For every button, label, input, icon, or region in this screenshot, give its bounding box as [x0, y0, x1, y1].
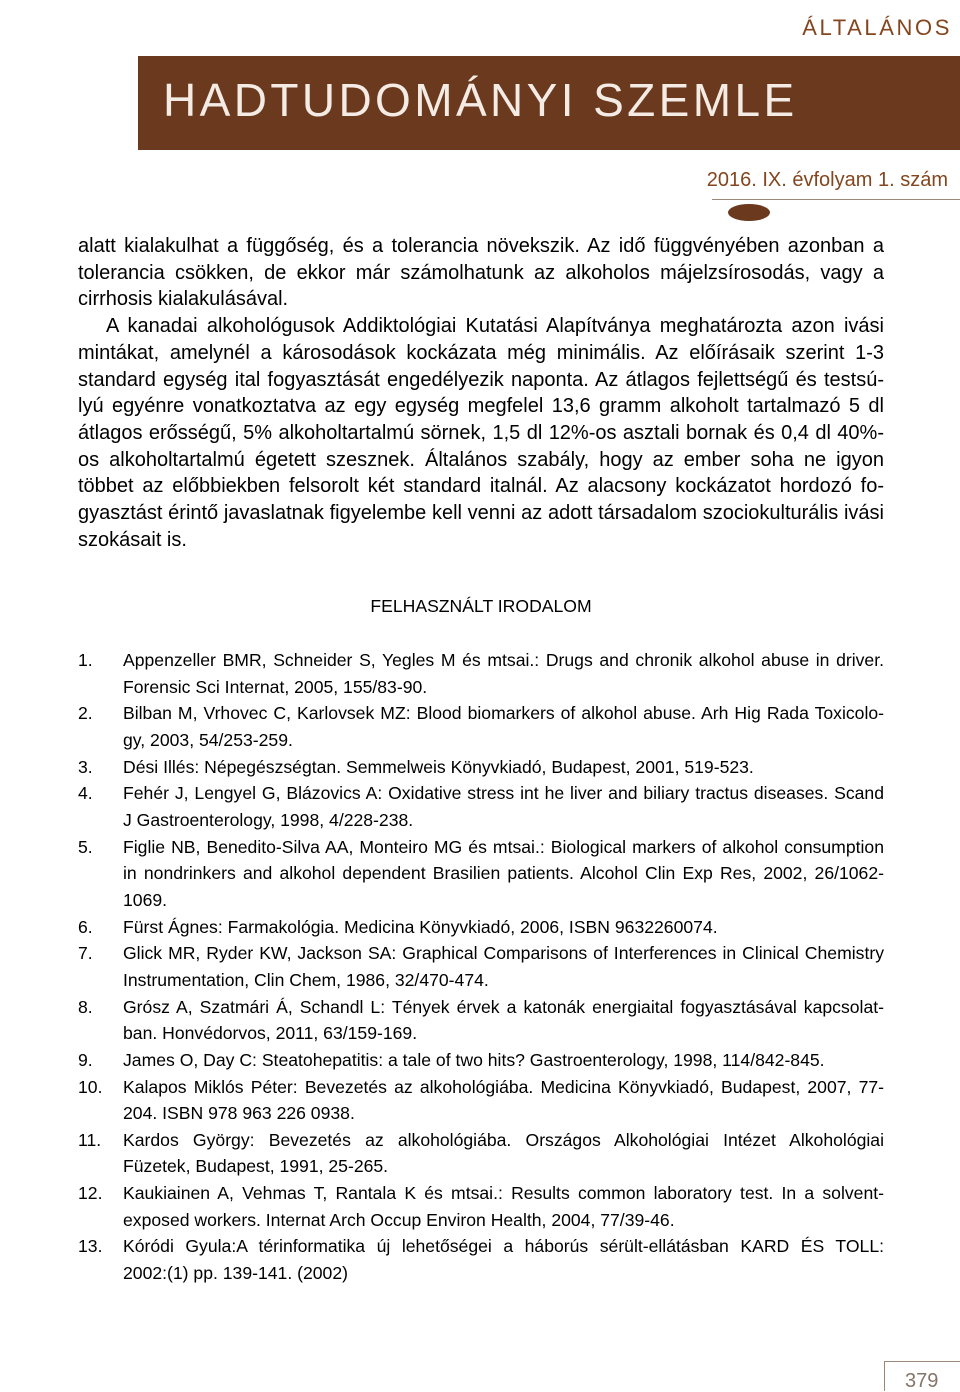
reference-text [123, 940, 884, 993]
reference-number: 7. [78, 943, 93, 964]
reference-text-line: 2002:(1) pp. 139-141. (2002) [123, 1263, 348, 1284]
reference-number: 9. [78, 1049, 93, 1070]
reference-text-line: ban. Honvédorvos, 2011, 63/159-169. [123, 1023, 418, 1044]
reference-text-line: Fürst Ágnes: Farmakológia. Medicina Könyvkiadó, 2006, ISBN 9632260074. [123, 916, 718, 937]
body-text-line: mintákat, amelynél a károsodások kockázata még minimális. Az előírásaik szerint 1-3 [78, 341, 884, 364]
reference-number: 6. [78, 916, 93, 937]
reference-text-line: James O, Day C: Steatohepatitis: a tale of two hits? Gastroenterology, 1998, 114/842-845. [123, 1049, 825, 1070]
reference-item [78, 1074, 884, 1127]
reference-text [123, 1074, 884, 1127]
reference-item [78, 647, 884, 700]
reference-text [123, 994, 884, 1047]
reference-text-line: Figlie NB, Benedito-Silva AA, Monteiro MG és mtsai.: Biological markers of alkohol consumption [123, 836, 884, 857]
reference-number: 11. [78, 1129, 102, 1150]
reference-number: 2. [78, 703, 93, 724]
body-text-line: standard egység ital fogyasztását engedélyezik naponta. Az átlagos fejlettségű és testsú- [78, 368, 884, 391]
reference-number: 13. [78, 1236, 103, 1257]
reference-text-line: Appenzeller BMR, Schneider S, Yegles M és mtsai.: Drugs and chronik alkohol abuse in driver. [123, 650, 884, 670]
body-text-line: szokásait is. [78, 528, 187, 551]
body-text-line: tolerancia csökken, de ekkor már számolhatunk az alkoholos májelzsírosodás, vagy a [78, 261, 884, 284]
reference-text-line: 204. ISBN 978 963 226 0938. [123, 1103, 355, 1124]
reference-number: 8. [78, 996, 93, 1017]
reference-text [123, 1180, 884, 1233]
reference-item [78, 994, 884, 1047]
reference-list [78, 647, 884, 1287]
body-text-line: többet az előbbiekben felsorolt két standard italnál. Az alacsony kockázatot hordozó fo- [78, 475, 884, 498]
reference-item [78, 700, 884, 753]
body-text-line: gyasztást érintő javaslatnak figyelembe kell venni az adott társadalom szociokulturális ivási [78, 502, 884, 525]
header-divider [712, 199, 960, 200]
reference-item [78, 1047, 884, 1074]
reference-text-line: Kalapos Miklós Péter: Bevezetés az alkohológiába. Medicina Könyvkiadó, Budapest, 2007, 77- [123, 1076, 884, 1097]
reference-text-line: Forensic Sci Internat, 2005, 155/83-90. [123, 676, 428, 697]
reference-number: 5. [78, 836, 93, 857]
body-paragraph [78, 313, 884, 553]
reference-text [123, 754, 884, 781]
reference-text-line: 1069. [123, 889, 168, 910]
reference-number: 1. [78, 650, 93, 670]
reference-text-line: J Gastroenterology, 1998, 4/228-238. [123, 809, 414, 830]
reference-text-line: Dési Illés: Népegészségtan. Semmelweis Könyvkiadó, Budapest, 2001, 519-523. [123, 756, 754, 777]
body-text-line: átlagos erősségű, 5% alkoholtartalmú sörnek, 1,5 dl 12%-os asztali bornak és 0,4 dl 40%- [78, 421, 884, 444]
reference-text [123, 1127, 884, 1180]
reference-text-line: Kaukiainen A, Vehmas T, Rantala K és mtsai.: Results common laboratory test. In a solvent- [123, 1183, 884, 1204]
footer-divider [884, 1361, 960, 1362]
reference-number: 10. [78, 1076, 103, 1097]
reference-number: 12. [78, 1183, 103, 1204]
body-text-line: os alkoholtartalmú égetett szesznek. Általános szabály, hogy az ember soha ne igyon [78, 448, 884, 471]
reference-text [123, 914, 884, 941]
body-text-line: alatt kialakulhat a függőség, és a tolerancia növekszik. Az idő függvényében azonban a [78, 235, 884, 257]
reference-text [123, 834, 884, 914]
reference-item [78, 834, 884, 914]
body-text-line: cirrhosis kialakulásával. [78, 288, 289, 311]
reference-text-line: Bilban M, Vrhovec C, Karlovsek MZ: Blood biomarkers of alkohol abuse. Arh Hig Rada Toxicolo- [123, 703, 884, 724]
reference-item [78, 914, 884, 941]
leaf-ornament-icon [728, 204, 770, 221]
reference-text [123, 1233, 884, 1286]
journal-banner [138, 56, 960, 150]
reference-text-line: exposed workers. Internat Arch Occup Environ Health, 2004, 77/39-46. [123, 1209, 675, 1230]
reference-item [78, 780, 884, 833]
reference-text [123, 647, 884, 700]
body-text-line: A kanadai alkohológusok Addiktológiai Kutatási Alapítványa meghatározta azon ivási [106, 315, 884, 338]
reference-text-line: Glick MR, Ryder KW, Jackson SA: Graphical Comparisons of Interferences in Clinical Chemistry [123, 943, 884, 964]
body-text-line: lyú egyénre vonatkoztatva az egy egység megfelel 13,6 gramm alkoholt tartalmazó 5 dl [78, 395, 884, 418]
reference-item [78, 1233, 884, 1286]
reference-text-line: Kóródi Gyula:A térinformatika új lehetőségei a háborús sérült-ellátásban KARD ÉS TOLL: [123, 1236, 884, 1257]
reference-text-line: Grósz A, Szatmári Á, Schandl L: Tények érvek a katonák energiaital fogyasztásával kapcsolat- [123, 996, 884, 1017]
reference-item [78, 1180, 884, 1233]
reference-text-line: Füzetek, Budapest, 1991, 25-265. [123, 1156, 389, 1177]
reference-item [78, 940, 884, 993]
reference-text-line: Fehér J, Lengyel G, Blázovics A: Oxidative stress int he liver and biliary tractus diseases. Scand [123, 783, 884, 804]
reference-number: 3. [78, 756, 93, 777]
reference-text-line: gy, 2003, 54/253-259. [123, 729, 293, 750]
reference-text-line: Instrumentation, Clin Chem, 1986, 32/470-474. [123, 969, 489, 990]
body-paragraph [78, 233, 884, 313]
reference-text [123, 780, 884, 833]
reference-item [78, 1127, 884, 1180]
reference-text [123, 700, 884, 753]
body-text [78, 233, 884, 553]
section-label: ÁLTALÁNOS [802, 15, 952, 40]
journal-title: HADTUDOMÁNYI SZEMLE [163, 74, 798, 126]
reference-text-line: in nondrinkers and alkohol dependent Brasilien patients. Alcohol Clin Exp Res, 2002, 26/1062- [123, 863, 884, 884]
references-heading: FELHASZNÁLT IRODALOM [370, 596, 592, 616]
reference-number: 4. [78, 783, 93, 804]
page-number: 379 [905, 1370, 939, 1392]
footer-divider-vertical [884, 1361, 885, 1391]
reference-text-line: Kardos György: Bevezetés az alkohológiába. Országos Alkohológiai Intézet Alkohológiai [123, 1129, 884, 1150]
reference-item [78, 754, 884, 781]
reference-text [123, 1047, 884, 1074]
issue-label: 2016. IX. évfolyam 1. szám [706, 169, 948, 191]
